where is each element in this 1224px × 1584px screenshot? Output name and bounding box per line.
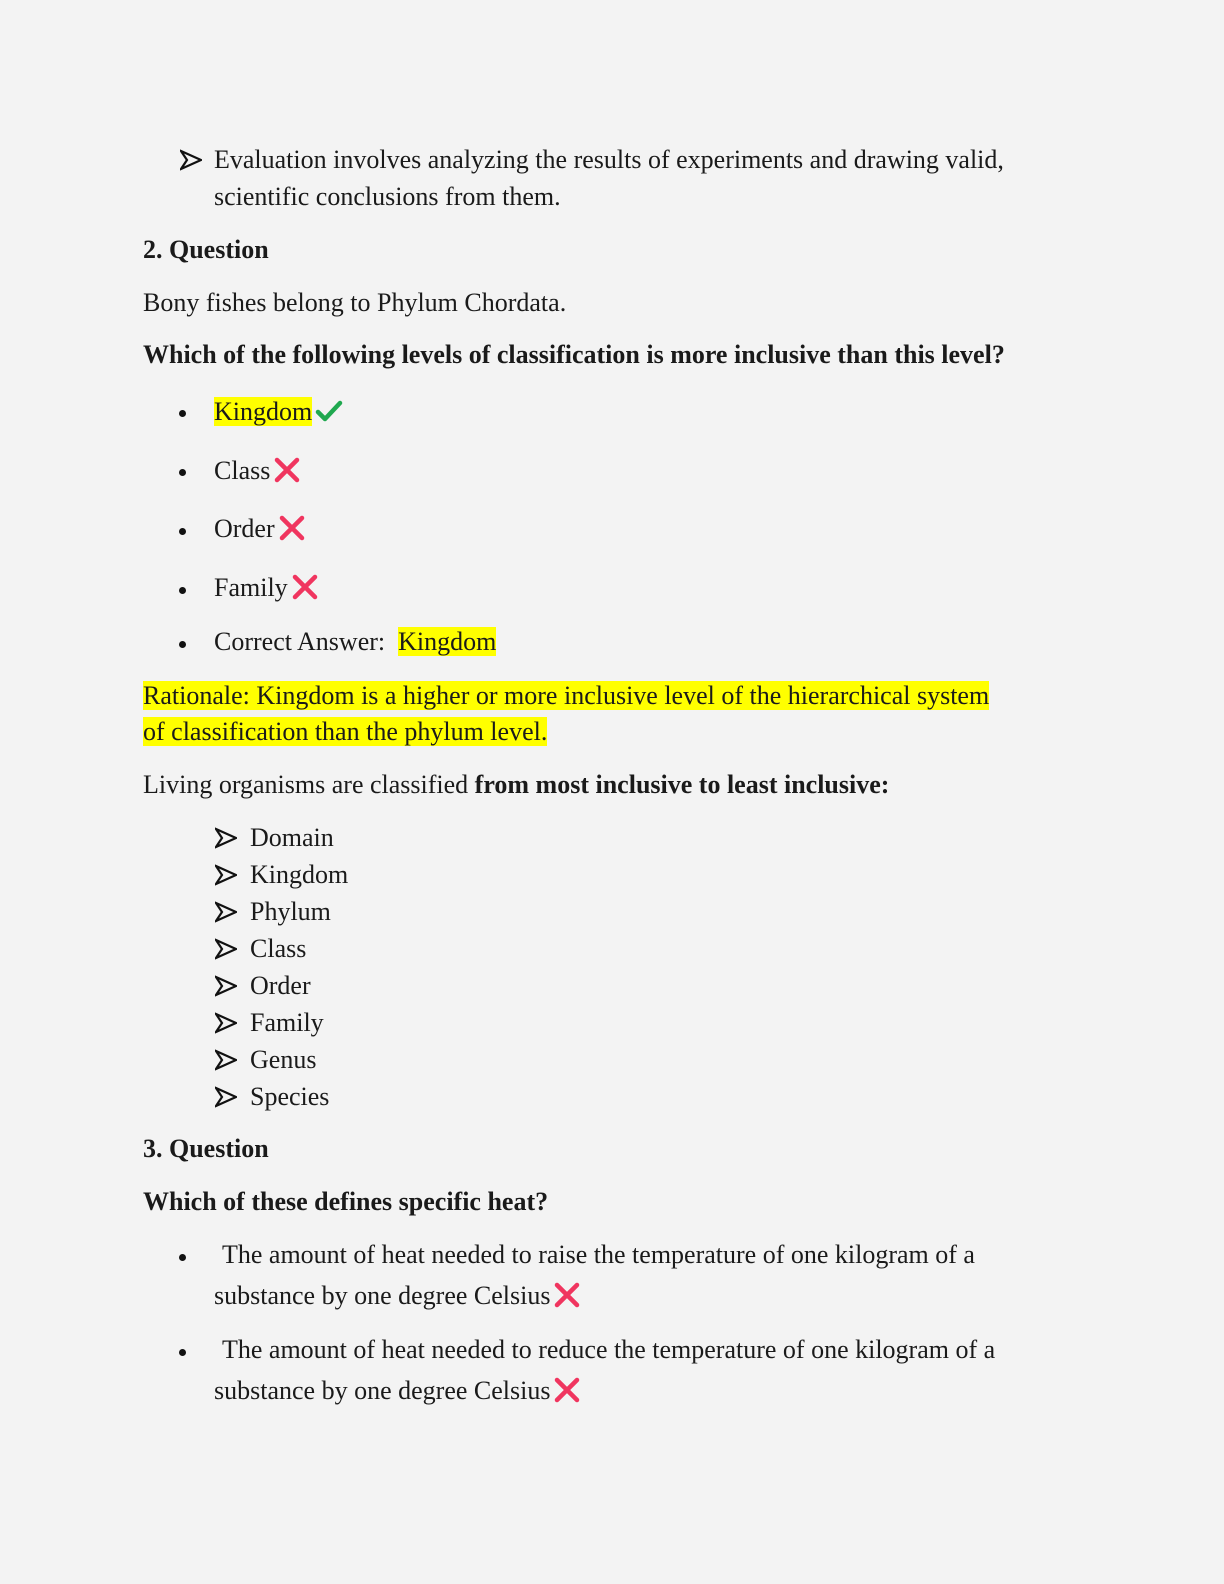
bullet-dot (179, 587, 186, 594)
hierarchy-item: Family (250, 1008, 324, 1037)
rationale-line2-text: of classification than the phylum level. (143, 717, 548, 746)
arrow-bullet-icon (180, 149, 202, 171)
q2-statement: Bony fishes belong to Phylum Chordata. (143, 288, 567, 317)
bullet-dot (179, 410, 186, 417)
arrow-bullet-icon (215, 975, 237, 997)
q3-prompt: Which of these defines specific heat? (143, 1187, 549, 1216)
rationale-line1-text: Rationale: Kingdom is a higher or more inclusive level of the hierarchical system (143, 681, 990, 710)
cross-icon (291, 573, 319, 601)
q2-correct-answer (214, 623, 496, 660)
bullet-dot (179, 1349, 186, 1356)
q2-option-family (214, 569, 319, 606)
q3-heading: 3. Question (143, 1134, 269, 1163)
q3-option-1-line2 (214, 1277, 581, 1314)
option-line2-text: substance by one degree Celsius (214, 1281, 551, 1310)
arrow-bullet-icon (215, 864, 237, 886)
arrow-bullet-icon (215, 938, 237, 960)
option-label: Class (214, 456, 271, 485)
hierarchy-intro-plain: Living organisms are classified (143, 770, 469, 799)
arrow-bullet-icon (215, 1049, 237, 1071)
intro-bullet-line2: scientific conclusions from them. (214, 182, 561, 211)
rationale-line1 (143, 677, 989, 714)
hierarchy-item: Class (250, 934, 307, 963)
rationale-line2 (143, 713, 547, 750)
q3-option-2-line2 (214, 1372, 581, 1409)
bullet-dot (179, 528, 186, 535)
q3-option-1-line1: The amount of heat needed to raise the temperature of one kilogram of a (222, 1240, 975, 1269)
hierarchy-intro-bold: from most inclusive to least inclusive: (474, 770, 890, 799)
q2-option-class (214, 452, 301, 489)
option-label: Family (214, 573, 288, 602)
cross-icon (553, 1376, 581, 1404)
hierarchy-item: Kingdom (250, 860, 349, 889)
option-label: Kingdom (214, 397, 313, 426)
option-line2-text: substance by one degree Celsius (214, 1376, 551, 1405)
cross-icon (553, 1281, 581, 1309)
hierarchy-intro (143, 766, 889, 803)
check-icon (315, 397, 343, 425)
bullet-dot (179, 1254, 186, 1261)
arrow-bullet-icon (215, 901, 237, 923)
arrow-bullet-icon (215, 1012, 237, 1034)
cross-icon (273, 456, 301, 484)
q2-heading: 2. Question (143, 235, 269, 264)
hierarchy-item: Genus (250, 1045, 317, 1074)
hierarchy-item: Phylum (250, 897, 331, 926)
hierarchy-item: Species (250, 1082, 330, 1111)
q2-prompt: Which of the following levels of classification is more inclusive than this level? (143, 340, 1005, 369)
q2-option-kingdom (214, 393, 343, 430)
option-label: Order (214, 514, 275, 543)
arrow-bullet-icon (215, 1086, 237, 1108)
bullet-dot (179, 641, 186, 648)
q2-option-order (214, 510, 306, 547)
bullet-dot (179, 469, 186, 476)
arrow-bullet-icon (215, 827, 237, 849)
hierarchy-item: Order (250, 971, 311, 1000)
q3-option-2-line1: The amount of heat needed to reduce the temperature of one kilogram of a (222, 1335, 996, 1364)
correct-answer-value: Kingdom (398, 627, 497, 656)
correct-answer-label: Correct Answer: (214, 627, 386, 656)
cross-icon (278, 514, 306, 542)
hierarchy-item: Domain (250, 823, 334, 852)
intro-bullet-line1: Evaluation involves analyzing the results of experiments and drawing valid, (214, 145, 1004, 174)
